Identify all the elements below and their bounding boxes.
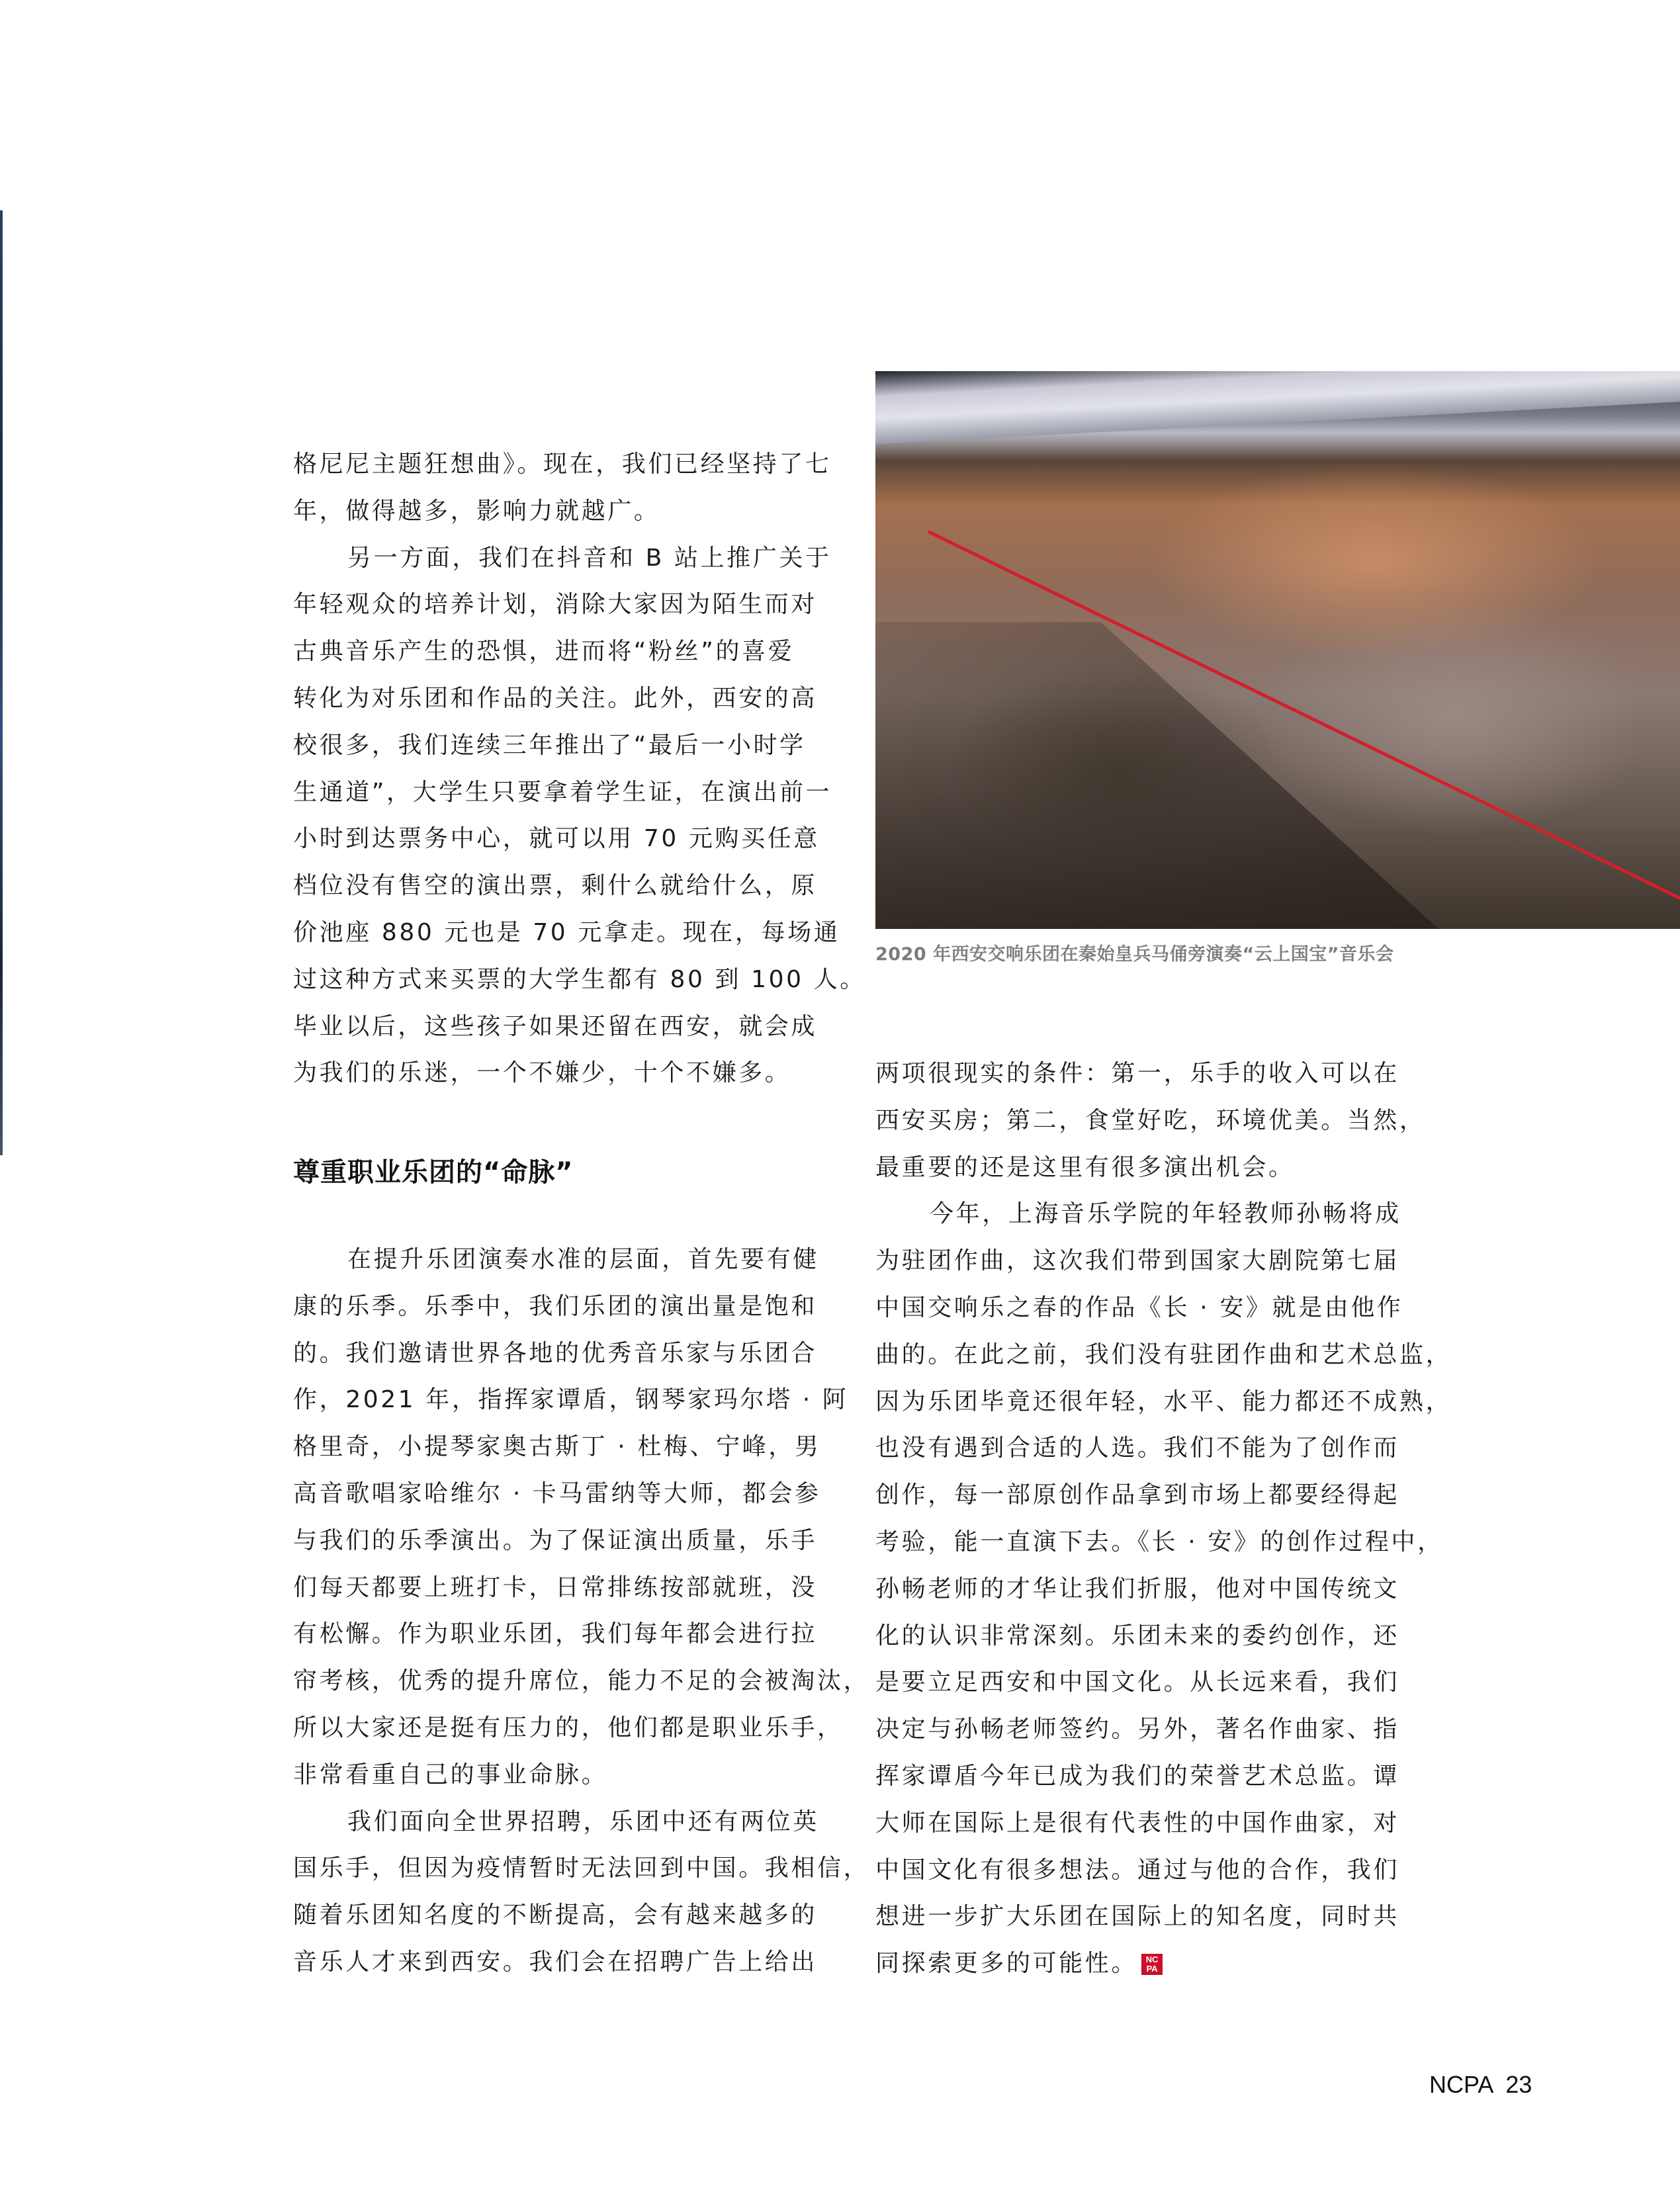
text-line: 考验，能一直演下去。《长 · 安》的创作过程中， <box>875 1528 1444 1555</box>
text-line: 有松懈。作为职业乐团，我们每年都会进行拉 <box>293 1620 818 1648</box>
page-number: 23 <box>1505 2071 1532 2098</box>
left-column-bottom <box>293 1237 870 1986</box>
text-line: 最重要的还是这里有很多演出机会。 <box>875 1153 1295 1181</box>
text-line <box>875 1941 1425 1988</box>
text-line: 年轻观众的培养计划，消除大家因为陌生而对 <box>293 591 818 619</box>
text-line: 在提升乐团演奏水准的层面，首先要有健 <box>347 1246 819 1273</box>
paragraph <box>875 1051 1425 1191</box>
text-line: 转化为对乐团和作品的关注。此外，西安的高 <box>293 684 818 712</box>
photo-caption: 2020 年西安交响乐团在秦始皇兵马俑旁演奏“云上国宝”音乐会 <box>875 944 1394 965</box>
last-line-text: 同探索更多的可能性。 <box>875 1950 1138 1978</box>
text-line: 古典音乐产生的恐惧，进而将“粉丝”的喜爱 <box>293 638 795 666</box>
end-mark-line2: PA <box>1146 1964 1158 1974</box>
text-line: 毕业以后，这些孩子如果还留在西安，就会成 <box>293 1012 818 1040</box>
paragraph <box>875 1191 1452 1988</box>
text-line: 因为乐团毕竟还很年轻，水平、能力都还不成熟， <box>875 1387 1452 1415</box>
text-line: 的。我们邀请世界各地的优秀音乐家与乐团合 <box>293 1339 818 1367</box>
left-column-top <box>293 441 866 1097</box>
paragraph <box>293 535 866 1098</box>
photo-floor-shadow <box>875 622 1438 929</box>
text-line: 帘考核，优秀的提升席位，能力不足的会被淘汰， <box>293 1667 870 1695</box>
page-folio <box>1429 2071 1532 2099</box>
text-line: 作，2021 年，指挥家谭盾，钢琴家玛尔塔 · 阿 <box>293 1386 849 1414</box>
text-line: 西安买房；第二，食堂好吃，环境优美。当然， <box>875 1106 1426 1134</box>
text-line: 所以大家还是挺有压力的，他们都是职业乐手， <box>293 1714 844 1741</box>
right-column <box>875 1051 1452 1988</box>
text-line: 价池座 880 元也是 70 元拿走。现在，每场通 <box>293 918 840 946</box>
text-line: 另一方面，我们在抖音和 B 站上推广关于 <box>347 544 832 572</box>
text-line: 想进一步扩大乐团在国际上的知名度，同时共 <box>875 1903 1400 1931</box>
text-line: 音乐人才来到西安。我们会在招聘广告上给出 <box>293 1948 818 1976</box>
text-line: 小时到达票务中心，就可以用 70 元购买任意 <box>293 825 820 853</box>
text-line: 档位没有售空的演出票，剩什么就给什么，原 <box>293 872 818 900</box>
text-line: 生通道”，大学生只要拿着学生证，在演出前一 <box>293 778 832 806</box>
text-line: 与我们的乐季演出。为了保证演出质量，乐手 <box>293 1526 818 1554</box>
text-line: 曲的。在此之前，我们没有驻团作曲和艺术总监， <box>875 1340 1452 1368</box>
text-line: 非常看重自己的事业命脉。 <box>293 1761 608 1788</box>
text-line: 康的乐季。乐季中，我们乐团的演出量是饱和 <box>293 1292 818 1320</box>
paragraph <box>293 1237 870 1799</box>
publication-name: NCPA <box>1429 2071 1494 2098</box>
text-line: 高音歌唱家哈维尔 · 卡马雷纳等大师，都会参 <box>293 1479 821 1507</box>
text-line: 随着乐团知名度的不断提高，会有越来越多的 <box>293 1902 818 1929</box>
text-line: 年，做得越多，影响力就越广。 <box>293 497 660 525</box>
text-line: 中国交响乐之春的作品《长 · 安》就是由他作 <box>875 1293 1403 1321</box>
text-line: 大师在国际上是很有代表性的中国作曲家，对 <box>875 1809 1400 1837</box>
section-heading: 尊重职业乐团的“命脉” <box>293 1157 574 1188</box>
ncpa-end-mark-icon <box>1141 1954 1163 1975</box>
photo-museum-wall <box>875 371 1680 444</box>
text-line: 今年，上海音乐学院的年轻教师孙畅将成 <box>930 1200 1401 1228</box>
text-line: 挥家谭盾今年已成为我们的荣誉艺术总监。谭 <box>875 1762 1400 1790</box>
text-line: 格里奇，小提琴家奥古斯丁 · 杜梅、宁峰，男 <box>293 1433 821 1461</box>
text-line: 为我们的乐迷，一个不嫌少，十个不嫌多。 <box>293 1059 791 1087</box>
paragraph <box>293 441 842 535</box>
text-line: 校很多，我们连续三年推出了“最后一小时学 <box>293 731 806 759</box>
text-line: 两项很现实的条件：第一，乐手的收入可以在 <box>875 1060 1400 1087</box>
end-mark-line1: NC <box>1145 1954 1159 1965</box>
text-line: 国乐手，但因为疫情暂时无法回到中国。我相信， <box>293 1855 870 1882</box>
text-line: 格尼尼主题狂想曲》。现在，我们已经坚持了七 <box>293 451 832 478</box>
concert-photo <box>875 371 1680 929</box>
adjacent-page-edge <box>0 210 3 1155</box>
text-line: 决定与孙畅老师签约。另外，著名作曲家、指 <box>875 1716 1400 1743</box>
paragraph <box>293 1799 870 1986</box>
text-line: 孙畅老师的才华让我们折服，他对中国传统文 <box>875 1575 1400 1602</box>
text-line: 为驻团作曲，这次我们带到国家大剧院第七届 <box>875 1247 1400 1275</box>
text-line: 也没有遇到合适的人选。我们不能为了创作而 <box>875 1434 1400 1462</box>
text-line: 过这种方式来买票的大学生都有 80 到 100 人。 <box>293 965 866 993</box>
text-line: 是要立足西安和中国文化。从长远来看，我们 <box>875 1669 1400 1696</box>
text-line: 中国文化有很多想法。通过与他的合作，我们 <box>875 1856 1400 1884</box>
text-line: 我们面向全世界招聘，乐团中还有两位英 <box>347 1808 819 1835</box>
text-line: 化的认识非常深刻。乐团未来的委约创作，还 <box>875 1622 1400 1649</box>
text-line: 们每天都要上班打卡，日常排练按部就班，没 <box>293 1573 818 1601</box>
text-line: 创作，每一部原创作品拿到市场上都要经得起 <box>875 1481 1400 1509</box>
